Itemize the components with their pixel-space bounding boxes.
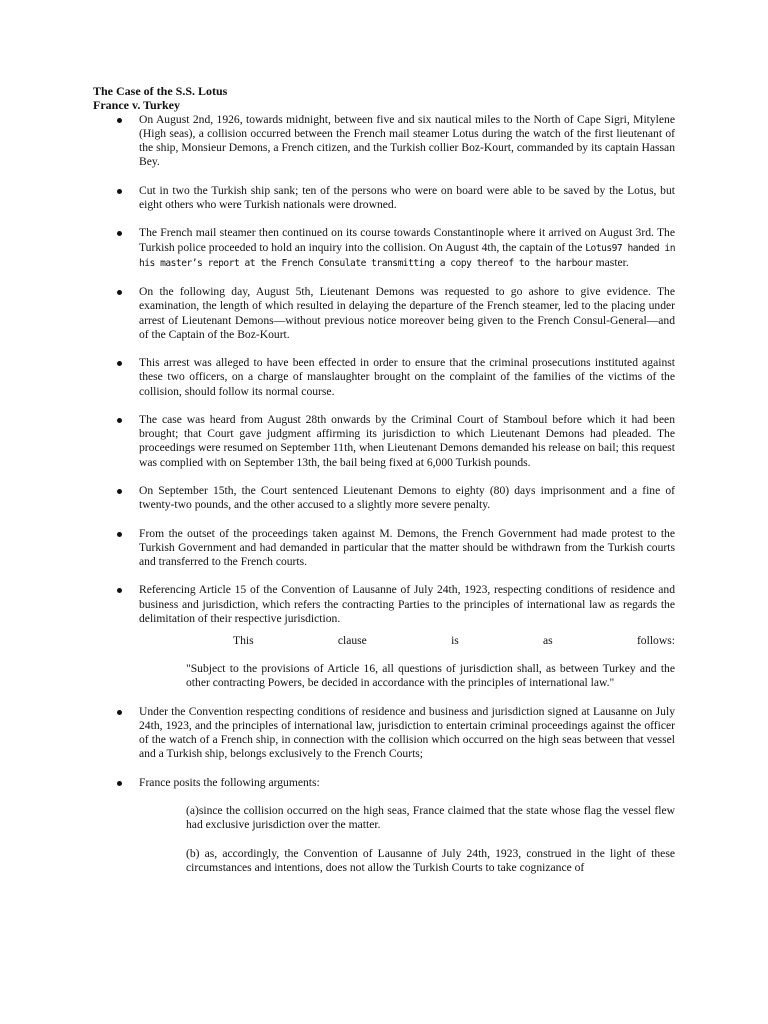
list-item: France posits the following arguments:	[93, 776, 675, 790]
bullet-icon	[117, 189, 122, 194]
bullet-icon	[117, 588, 122, 593]
ocr-text-line: Lotus97 handed in his master’s report at the French Consulate transmitting a copy thereof to the harbour	[139, 242, 675, 269]
document-page	[93, 84, 675, 889]
argument-a: (a)since the collision occurred on the high seas, France claimed that the state whose flag the vessel flew had exclusive jurisdiction over the matter.	[186, 804, 675, 832]
bullet-icon	[117, 532, 122, 537]
list-item: On the following day, August 5th, Lieutenant Demons was requested to go ashore to give evidence. The examination, the length of which resulted in delaying the departure of the French steamer, led to the placing under arrest of Lieutenant Demons—without previous notice moreover being given to the French Consul-General—and of the Captain of the Boz-Kourt.	[93, 285, 675, 342]
article-quote: "Subject to the provisions of Article 16, all questions of jurisdiction shall, as between Turkey and the other contracting Powers, be decided in accordance with the principles of international law."	[186, 662, 675, 690]
bullet-icon	[117, 781, 122, 786]
bullet-icon	[117, 290, 122, 295]
clause-intro-line: This clause is as follows:	[233, 634, 675, 647]
bullet-icon	[117, 418, 122, 423]
list-item: Referencing Article 15 of the Convention of Lausanne of July 24th, 1923, respecting conditions of residence and business and jurisdiction, which refers the contracting Parties to the principles of international law as regards the delimitation of their respective jurisdiction.	[93, 583, 675, 626]
arguments-list	[93, 705, 675, 790]
bullet-icon	[117, 710, 122, 715]
bullet-icon	[117, 361, 122, 366]
bullet-icon	[117, 231, 122, 236]
list-item: The French mail steamer then continued on its course towards Constantinople where it arrived on August 3rd. The Turkish police proceeded to hold an inquiry into the collision. On August 4th, the captain of the Lotus97 handed in his master’s report at the French Consulate transmitting a copy thereof to the harbour master.	[93, 226, 675, 271]
bullet-icon	[117, 118, 122, 123]
case-title: The Case of the S.S. Lotus	[93, 84, 228, 98]
facts-list	[93, 113, 675, 626]
list-item: Under the Convention respecting conditions of residence and business and jurisdiction signed at Lausanne on July 24th, 1923, and the principles of international law, jurisdiction to entertain criminal proceedings against the officer of the watch of a French ship, in connection with the collision which occurred on the high seas between that vessel and a Turkish ship, belongs exclusively to the French Courts;	[93, 705, 675, 762]
case-parties: France v. Turkey	[93, 98, 181, 113]
list-item: On September 15th, the Court sentenced Lieutenant Demons to eighty (80) days imprisonment and a fine of twenty-two pounds, and the other accused to a slightly more severe penalty.	[93, 484, 675, 512]
argument-b: (b) as, accordingly, the Convention of Lausanne of July 24th, 1923, construed in the light of these circumstances and intentions, does not allow the Turkish Courts to take cognizance of	[186, 846, 675, 874]
list-item: From the outset of the proceedings taken against M. Demons, the French Government had made protest to the Turkish Government and had demanded in particular that the matter should be withdrawn from the Turkish courts and transferred to the French courts.	[93, 527, 675, 570]
list-item: Cut in two the Turkish ship sank; ten of the persons who were on board were able to be saved by the Lotus, but eight others who were Turkish nationals were drowned.	[93, 184, 675, 212]
list-item: The case was heard from August 28th onwards by the Criminal Court of Stamboul before which it had been brought; that Court gave judgment affirming its jurisdiction to which Lieutenant Demons had pleaded. The proceedings were resumed on September 11th, when Lieutenant Demons demanded his release on bail; this request was complied with on September 13th, the bail being fixed at 6,000 Turkish pounds.	[93, 413, 675, 470]
bullet-icon	[117, 489, 122, 494]
list-item: This arrest was alleged to have been effected in order to ensure that the criminal prosecutions instituted against these two officers, on a charge of manslaughter brought on the complaint of the families of the victims of the collision, should follow its normal course.	[93, 356, 675, 399]
list-item: On August 2nd, 1926, towards midnight, between five and six nautical miles to the North of Cape Sigri, Mitylene (High seas), a collision occurred between the French mail steamer Lotus during the watch of the first lieutenant of the ship, Monsieur Demons, a French citizen, and the Turkish collier Boz-Kourt, commanded by its captain Hassan Bey.	[93, 113, 675, 170]
